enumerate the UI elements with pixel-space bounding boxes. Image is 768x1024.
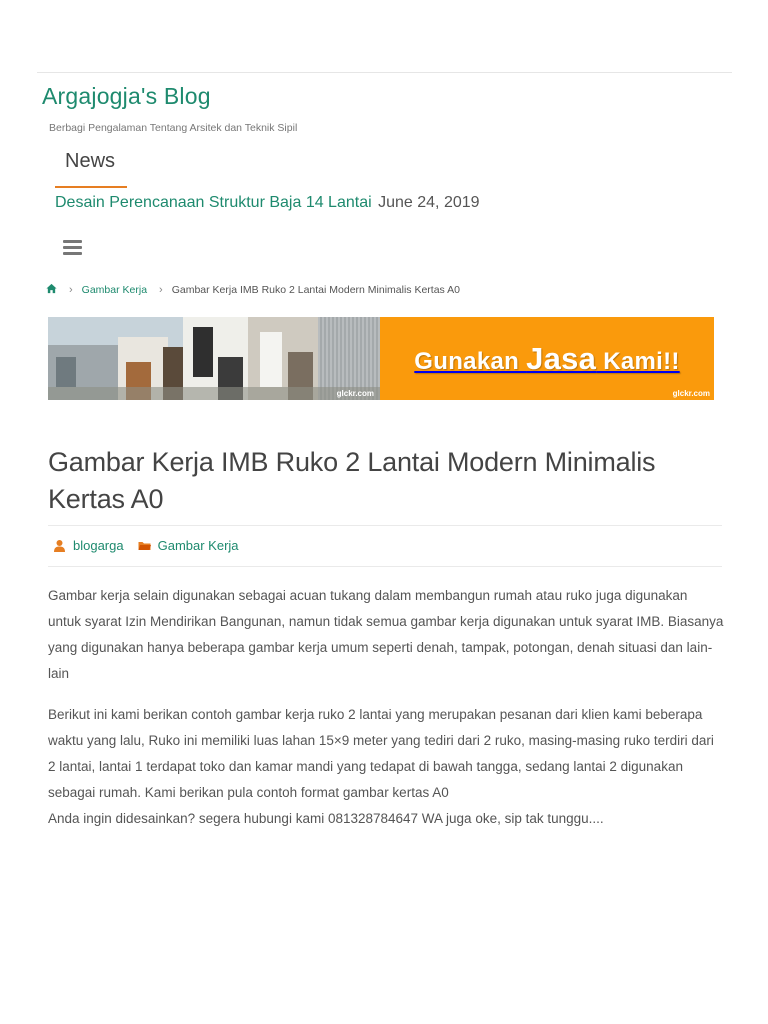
- news-date: June 24, 2019: [378, 194, 480, 211]
- news-ticker: [55, 194, 480, 212]
- news-headline-link[interactable]: Desain Perencanaan Struktur Baja 14 Lantai: [55, 194, 372, 211]
- chevron-right-icon: ›: [159, 284, 163, 296]
- banner-ad[interactable]: [48, 317, 714, 400]
- site-title[interactable]: Argajogja's Blog: [42, 83, 211, 109]
- header-divider: [37, 72, 732, 73]
- news-ticker-label: News: [65, 150, 116, 172]
- breadcrumb-current: Gambar Kerja IMB Ruko 2 Lantai Modern Minimalis Kertas A0: [171, 284, 460, 296]
- site-description: Berbagi Pengalaman Tentang Arsitek dan Teknik Sipil: [49, 122, 298, 134]
- post-meta: [53, 538, 239, 553]
- building-photo-image: [48, 317, 380, 400]
- breadcrumb-category-link[interactable]: Gambar Kerja: [81, 284, 148, 296]
- home-icon: [46, 283, 57, 294]
- banner-watermark-right: glckr.com: [672, 389, 710, 398]
- banner-cta-panel: [380, 317, 714, 400]
- post-paragraph-1: Gambar kerja selain digunakan sebagai acuan tukang dalam membangun rumah atau ruko juga digunakan untuk syarat Izin Mendirikan Bangunan, namun tidak semua gambar kerja digunakan untuk syarat IMB. Biasanya yang digunakan hanya beberapa gambar kerja umum seperti denah, tampak, potongan, denah situasi dan lain-lain: [48, 588, 724, 681]
- post-paragraph-3: Anda ingin didesainkan? segera hubungi kami 081328784647 WA juga oke, sip tak tunggu....: [48, 811, 604, 826]
- user-icon: [53, 539, 66, 552]
- post-meta-divider-top: [48, 525, 722, 526]
- folder-icon: [138, 539, 151, 552]
- chevron-right-icon: ›: [69, 284, 73, 296]
- post-author-link[interactable]: blogarga: [73, 538, 124, 553]
- post-paragraph-2: Berikut ini kami berikan contoh gambar kerja ruko 2 lantai yang merupakan pesanan dari klien kami beberapa waktu yang lalu, Ruko ini memiliki luas lahan 15×9 meter yang tediri dari 2 ruko, masing-masing ruko terdiri dari 2 lantai, lantai 1 terdapat toko dan kamar mandi yang tedapat di bawah tangga, sedang lantai 2 digunakan sebagai rumah. Kami berikan pula contoh format gambar kertas A0: [48, 707, 714, 800]
- post-title: Gambar Kerja IMB Ruko 2 Lantai Modern Minimalis Kertas A0: [48, 447, 656, 514]
- post-meta-divider-bottom: [48, 566, 722, 567]
- banner-cta-text: Gunakan Jasa Kami!!: [414, 340, 680, 376]
- post-category-link[interactable]: Gambar Kerja: [157, 538, 239, 553]
- news-label-underline: [55, 186, 127, 188]
- banner-photo-collage: [48, 317, 380, 400]
- hamburger-menu-icon[interactable]: [63, 240, 82, 256]
- breadcrumb: [46, 282, 460, 298]
- banner-watermark-left: glckr.com: [336, 389, 374, 398]
- post-content: [48, 583, 724, 847]
- breadcrumb-home-link[interactable]: [46, 283, 57, 297]
